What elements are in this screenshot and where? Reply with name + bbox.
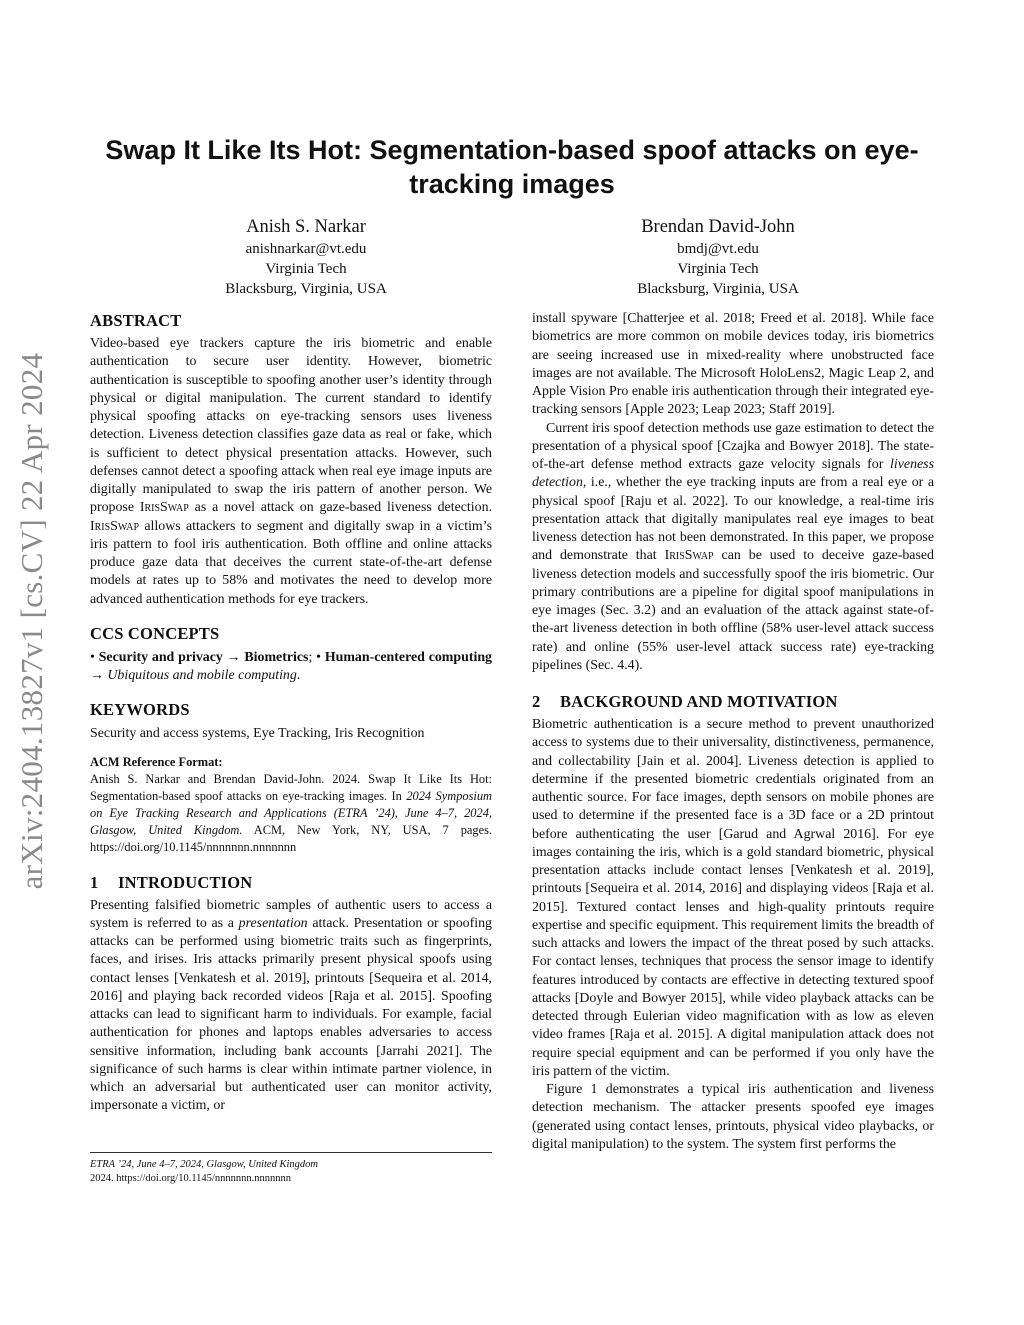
footnote-doi: 2024. https://doi.org/10.1145/nnnnnnn.nnnnnnn	[90, 1172, 291, 1184]
paper-title: Swap It Like Its Hot: Segmentation-based spoof attacks on eye-tracking images	[105, 135, 919, 199]
author-location: Blacksburg, Virginia, USA	[225, 281, 387, 297]
intro-continued-paragraph: install spyware [Chatterjee et al. 2018; Freed et al. 2018]. While face biometrics are more common on mobile devices today, iris biometrics are seeing increased use in mixed-reality where unobstructed face images are not available. The Microsoft HoloLens2, Magic Leap 2, and Apple Vision Pro enable iris authentication through their integrated eye-tracking sensors [Apple 2023; Leap 2023; Staff 2019].	[532, 311, 934, 418]
acm-reference-heading: ACM Reference Format:	[90, 754, 223, 769]
abstract-heading: ABSTRACT	[90, 311, 182, 330]
author-name: Brendan David-John	[641, 217, 795, 237]
introduction-heading: 1 INTRODUCTION	[90, 872, 253, 892]
keywords-text: Security and access systems, Eye Tracking, Iris Recognition	[90, 726, 425, 742]
author-block-1	[136, 215, 476, 299]
abstract-text: Video-based eye trackers capture the iris biometric and enable authentication to secure user identity. However, biometric authentication is susceptible to spoofing another user’s identity through physical or digital manipulation. The current standard to identify physical spoofing attacks on eye-tracking sensors uses liveness detection. Liveness detection classifies gaze data as real or fake, which is sufficient to detect physical presentation attacks. However, such defenses cannot detect a spoofing attack when real eye image inputs are digitally manipulated to swap the iris pattern of another person. We propose IrisSwap as a novel attack on gaze-based liveness detection. IrisSwap allows attackers to segment and digitally swap in a victim’s iris pattern to fool iris authentication. Both offline and online attacks produce gaze data that deceives the current state-of-the-art defense models at rates up to 58% and motivates the need to develop more advanced authentication methods for eye trackers.	[90, 336, 492, 607]
footnote-venue: ETRA ’24, June 4–7, 2024, Glasgow, United Kingdom	[90, 1159, 318, 1170]
arxiv-identifier: arXiv:2404.13827v1 [cs.CV] 22 Apr 2024	[14, 352, 49, 890]
author-affiliation: Virginia Tech	[265, 261, 347, 277]
irisswap-name: IrisSwap	[90, 518, 140, 534]
background-paragraph: Biometric authentication is a secure method to prevent unauthorized access to systems due to their universality, distinctiveness, permanence, and collectability [Jain et al. 2004]. Liveness detection is applied to determine if the presented biometric credentials originated from an authentic source. For face images, depth sensors on mobile phones are used to determine if the presented face is a 3D face or a 2D printout before authenticating the user [Garud and Agrwal 2016]. For eye images containing the iris, which is a gold standard biometric, physical presentation attacks include contact lenses [Venkatesh et al. 2019], printouts [Sequeira et al. 2014, 2016] and displaying videos [Raja et al. 2015]. Textured contact lenses and high-quality printouts require expertise and specific equipment. This requirement limits the breadth of such attacks and lowers the impact of the threat posed by such attacks. For contact lenses, techniques that process the sensor image to identify features introduced by contacts are effective in detecting textured spoof attacks [Doyle and Bowyer 2015], while video playback attacks can be detected through Eulerian video magnification with as low as eleven video frames [Raja et al. 2015]. A digital manipulation attack does not require special equipment and can be performed if you only have the iris pattern of the victim.	[532, 717, 934, 1079]
author-email: bmdj@vt.edu	[677, 241, 759, 257]
background-heading: 2 BACKGROUND AND MOTIVATION	[532, 692, 838, 711]
left-column	[90, 310, 492, 1116]
footnote	[90, 1152, 492, 1185]
intro-contributions-paragraph: Current iris spoof detection methods use gaze estimation to detect the presentation of a physical spoof [Czajka and Bowyer 2018]. The state-of-the-art defense method extracts gaze velocity signals for liveness detection, i.e., whether the eye tracking inputs are from a real eye or a physical spoof [Raju et al. 2022]. To our knowledge, a real-time iris presentation attack that digitally manipulates real eye images to beat liveness detection has not been demonstrated. In this paper, we propose and demonstrate that IrisSwap can be used to deceive gaze-based liveness detection models and successfully spoof the iris biometric. Our primary contributions are a pipeline for digital spoof manipulations in eye images (Sec. 3.2) and an evaluation of the attack against state-of-the-art liveness detection in both offline (58% user-level attack success rate) and online (55% user-level attack success rate) eye-tracking pipelines (Sec. 4.4).	[532, 420, 934, 673]
author-location: Blacksburg, Virginia, USA	[637, 281, 799, 297]
acm-reference-text: Anish S. Narkar and Brendan David-John. 2024. Swap It Like Its Hot: Segmentation-based spoof attacks on eye-tracking images. In 2024 Symposium on Eye Tracking Research and Applications (ETRA ’24), June 4–7, 2024, Glasgow, United Kingdom. ACM, New York, NY, USA, 7 pages. https://doi.org/10.1145/nnnnnnn.nnnnnnn	[90, 771, 492, 854]
author-email: anishnarkar@vt.edu	[245, 241, 367, 257]
irisswap-name: IrisSwap	[139, 500, 189, 516]
right-column	[532, 310, 934, 1154]
ccs-concepts-text: • Security and privacy → Biometrics; • Human-centered computing → Ubiquitous and mobile computing.	[90, 649, 492, 683]
acm-reference-format	[90, 754, 492, 856]
author-name: Anish S. Narkar	[246, 217, 366, 237]
author-affiliation: Virginia Tech	[677, 261, 759, 277]
keywords-heading: KEYWORDS	[90, 700, 190, 720]
ccs-concepts-heading: CCS CONCEPTS	[90, 623, 220, 643]
background-paragraph: Figure 1 demonstrates a typical iris authentication and liveness detection mechanism. The attacker presents spoofed eye images (generated using contact lenses, printouts, physical video playbacks, or digital manipulation) to the system. The system first performs the	[532, 1082, 934, 1152]
irisswap-name: IrisSwap	[664, 548, 714, 564]
author-block-2	[548, 215, 888, 299]
introduction-paragraph: Presenting falsified biometric samples of authentic users to access a system is referred to as a presentation attack. Presentation or spoofing attacks can be performed using biometric traits such as fingerprints, faces, and irises. Iris attacks primarily present physical spoofs using contact lenses [Venkatesh et al. 2019], printouts [Sequeira et al. 2014, 2016] and playing back recorded videos [Raja et al. 2015]. Spoofing attacks can lead to significant harm to individuals. For example, facial authentication for phones and laptops enables adversaries to access sensitive information, including bank accounts [Jarrahi 2021]. The significance of such harms is clear within intimate partner violence, in which an adversarial but authenticated user can monitor activity, impersonate a victim, or	[90, 897, 492, 1114]
